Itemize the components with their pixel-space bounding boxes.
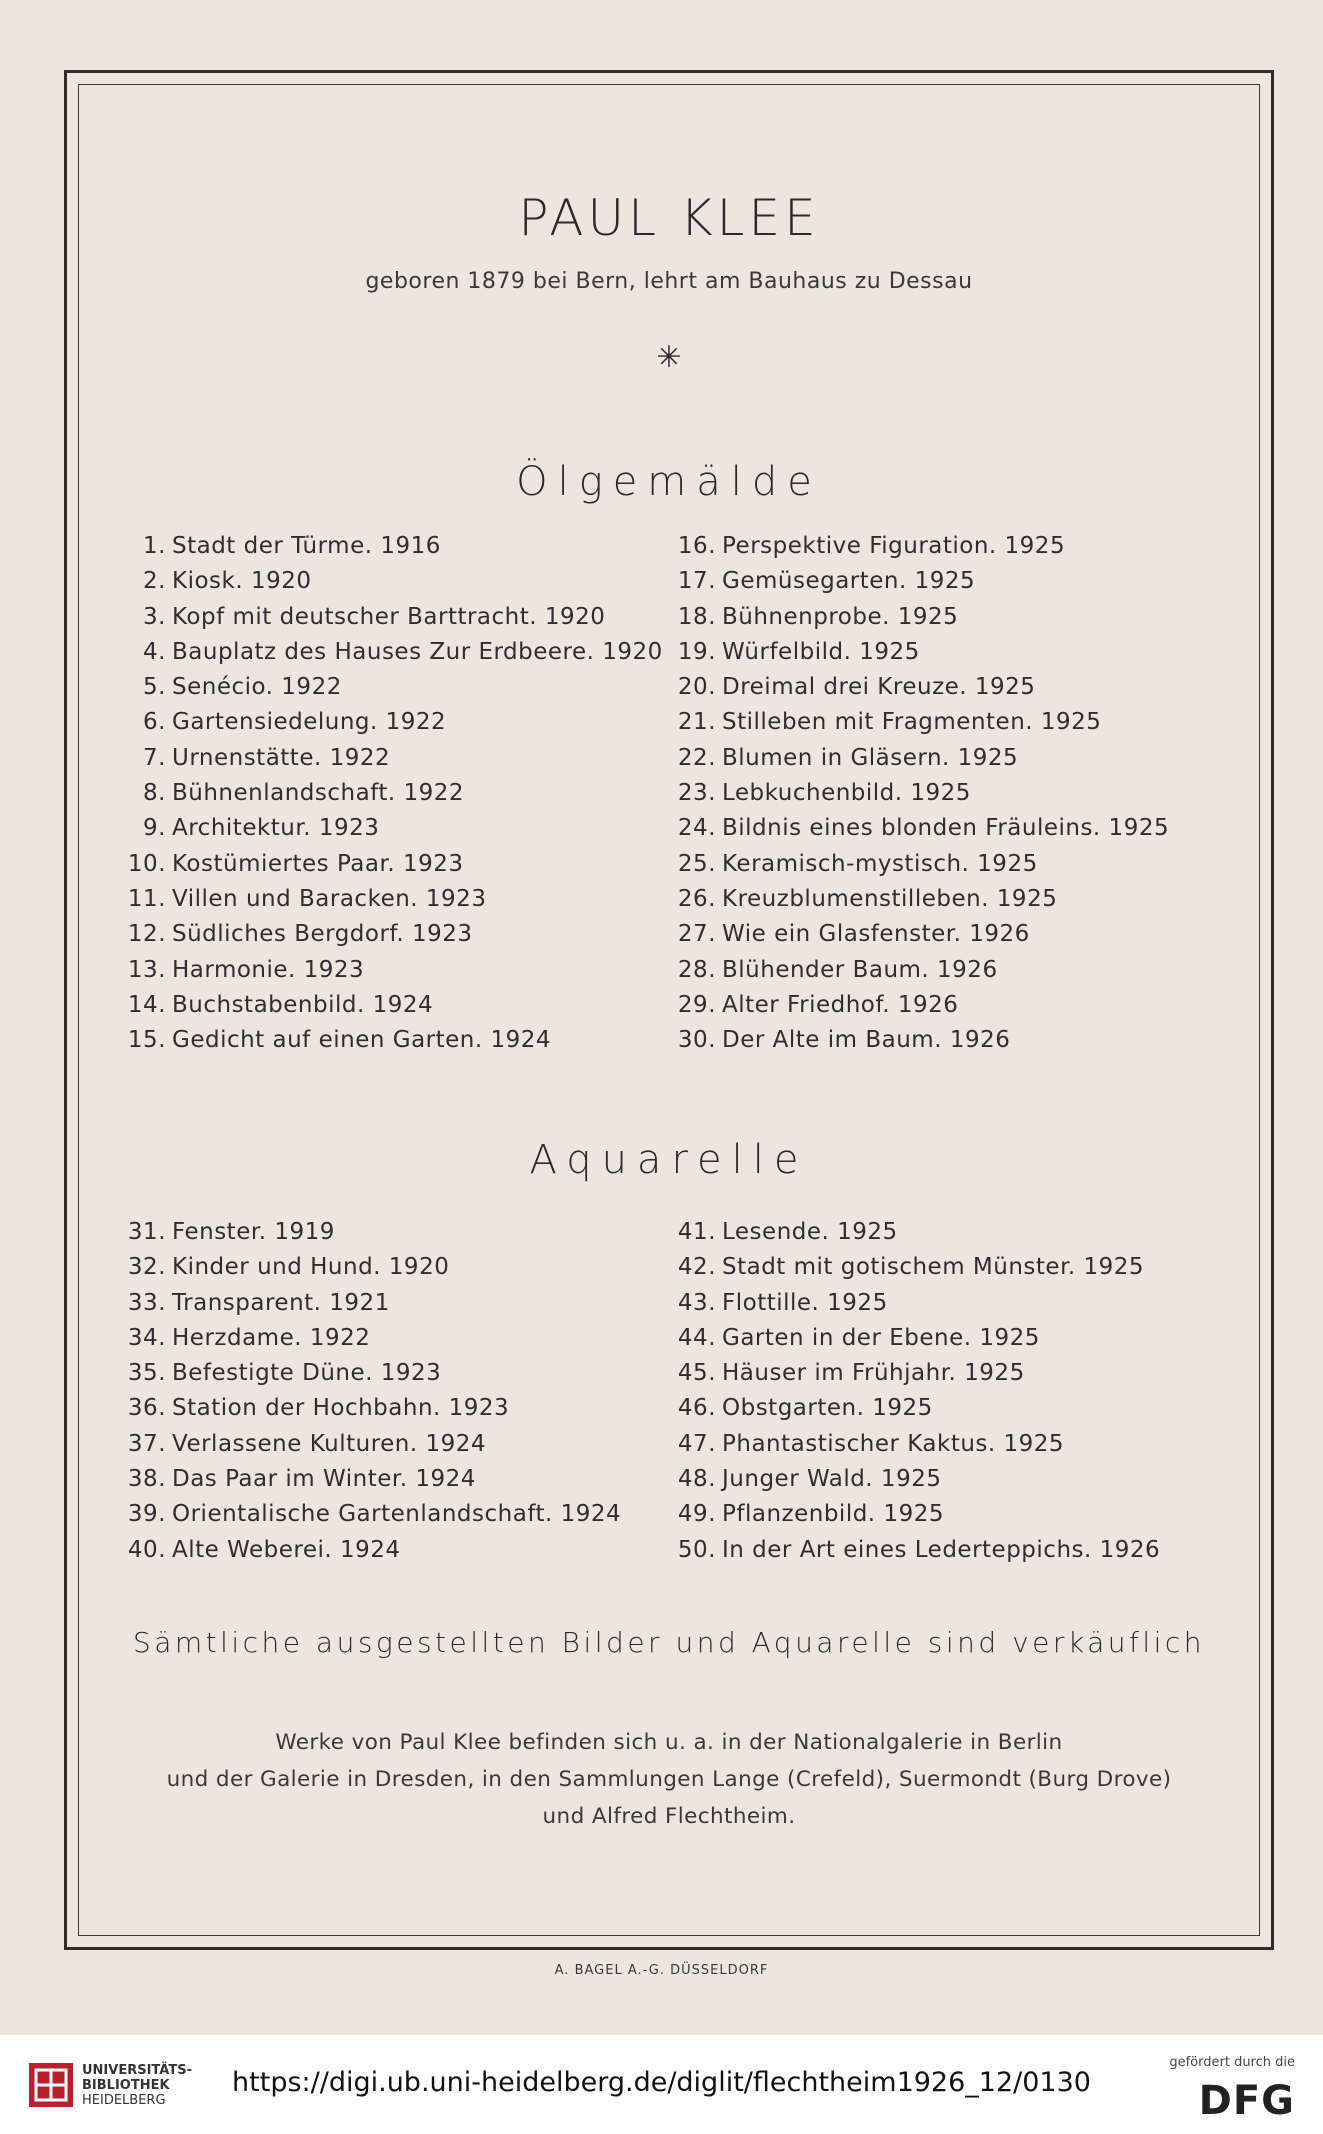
- catalog-entry-title: Wie ein Glasfenster. 1926: [722, 921, 1030, 948]
- funding-label: gefördert durch die: [1169, 2055, 1295, 2070]
- catalog-entry-title: Bauplatz des Hauses Zur Erdbeere. 1920: [172, 638, 663, 665]
- catalog-entry-number: 27.: [677, 921, 716, 948]
- catalog-entry-number: 23.: [677, 780, 716, 807]
- catalog-entry-number: 33.: [127, 1289, 166, 1316]
- catalog-entry: [676, 882, 1169, 917]
- catalog-entry-number: 46.: [677, 1395, 716, 1422]
- catalog-entry-number: 49.: [677, 1501, 716, 1528]
- catalog-entry-title: Häuser im Frühjahr. 1925: [722, 1360, 1025, 1387]
- catalog-entry-number: 13.: [127, 956, 166, 983]
- catalog-entry: [676, 917, 1169, 952]
- collections-note-line-1: Werke von Paul Klee befinden sich u. a. in der Nationalgalerie in Berlin: [275, 1730, 1063, 1755]
- catalog-entry-number: 32.: [127, 1254, 166, 1281]
- catalog-entry: [126, 670, 663, 705]
- catalog-entry-number: 36.: [127, 1395, 166, 1422]
- catalog-entry-number: 44.: [677, 1324, 716, 1351]
- catalog-entry-number: 21.: [677, 709, 716, 736]
- catalog-entry-number: 38.: [127, 1466, 166, 1493]
- catalog-entry: [126, 741, 663, 776]
- catalog-entry: [126, 917, 663, 952]
- page-title: PAUL KLEE: [518, 189, 820, 247]
- catalog-entry-title: Alter Friedhof. 1926: [722, 991, 959, 1018]
- catalog-entry: [676, 988, 1169, 1023]
- catalog-entry: [126, 705, 663, 740]
- catalog-entry: [676, 1023, 1169, 1058]
- oil-paintings-list-left: [126, 529, 663, 1058]
- catalog-entry: [676, 847, 1169, 882]
- catalog-entry-title: Befestigte Düne. 1923: [172, 1360, 442, 1387]
- catalog-entry-number: 31.: [127, 1219, 166, 1245]
- catalog-entry-number: 50.: [677, 1536, 716, 1563]
- catalog-entry: [676, 564, 1169, 599]
- catalog-entry: [126, 1023, 663, 1058]
- catalog-entry-title: Phantastischer Kaktus. 1925: [722, 1430, 1065, 1457]
- catalog-entry: [126, 1391, 621, 1426]
- catalog-entry-number: 9.: [143, 815, 166, 842]
- catalog-entry: [126, 635, 663, 670]
- catalog-entry-title: Lebkuchenbild. 1925: [722, 780, 971, 807]
- catalog-entry-title: Gartensiedelung. 1922: [172, 709, 447, 736]
- catalog-entry: [126, 1215, 621, 1250]
- catalog-entry: [126, 600, 663, 635]
- catalog-entry: [126, 1356, 621, 1391]
- collections-note-line-2: und der Galerie in Dresden, in den Sammlungen Lange (Crefeld), Suermondt (Burg Drove): [166, 1767, 1172, 1792]
- catalog-entry-title: Stadt mit gotischem Münster. 1925: [722, 1254, 1145, 1281]
- oil-paintings-list-right: [676, 529, 1169, 1058]
- catalog-entry: [126, 1286, 621, 1321]
- catalog-entry-title: Keramisch-mystisch. 1925: [722, 850, 1038, 877]
- catalog-entry-number: 16.: [677, 533, 716, 559]
- catalog-entry-number: 45.: [677, 1360, 716, 1387]
- catalog-entry-number: 39.: [127, 1501, 166, 1528]
- watercolors-heading: Aquarelle: [529, 1137, 809, 1183]
- catalog-entry: [126, 882, 663, 917]
- catalog-entry: [676, 1533, 1160, 1568]
- catalog-entry-number: 24.: [677, 815, 716, 842]
- catalog-entry-title: Herzdame. 1922: [172, 1324, 371, 1351]
- watercolors-list-left: [126, 1215, 621, 1568]
- catalog-entry-title: Villen und Baracken. 1923: [172, 885, 487, 912]
- artist-subtitle: geboren 1879 bei Bern, lehrt am Bauhaus zu Dessau: [365, 269, 973, 294]
- catalog-entry-number: 43.: [677, 1289, 716, 1316]
- catalog-entry-number: 17.: [677, 568, 716, 595]
- catalog-entry-number: 8.: [143, 780, 166, 807]
- catalog-entry: [676, 776, 1169, 811]
- catalog-entry-title: Dreimal drei Kreuze. 1925: [722, 674, 1036, 701]
- catalog-entry-title: Junger Wald. 1925: [722, 1466, 942, 1493]
- catalog-entry: [676, 529, 1169, 564]
- catalog-entry-title: Garten in der Ebene. 1925: [722, 1324, 1040, 1351]
- catalog-entry: [126, 564, 663, 599]
- catalog-entry: [676, 1391, 1160, 1426]
- catalog-entry: [126, 847, 663, 882]
- catalog-entry-title: Alte Weberei. 1924: [172, 1536, 401, 1563]
- catalog-entry: [676, 1250, 1160, 1285]
- catalog-entry-title: Senécio. 1922: [172, 674, 342, 701]
- catalog-entry-title: Kopf mit deutscher Barttracht. 1920: [172, 603, 606, 630]
- catalog-entry-title: Kreuzblumenstilleben. 1925: [722, 885, 1058, 912]
- catalog-entry: [126, 1462, 621, 1497]
- catalog-entry-title: Bühnenlandschaft. 1922: [172, 780, 465, 807]
- catalog-entry-title: Transparent. 1921: [172, 1289, 390, 1316]
- catalog-entry: [126, 776, 663, 811]
- catalog-entry-title: Gedicht auf einen Garten. 1924: [172, 1027, 552, 1054]
- catalog-entry-title: Blumen in Gläsern. 1925: [722, 744, 1019, 771]
- catalog-entry-title: Südliches Bergdorf. 1923: [172, 921, 473, 948]
- catalog-entry: [126, 529, 663, 564]
- dfg-logo: DFG: [1198, 2078, 1295, 2124]
- catalog-entry: [676, 1427, 1160, 1462]
- catalog-entry-title: Kiosk. 1920: [172, 568, 312, 595]
- catalog-entry-number: 6.: [143, 709, 166, 736]
- catalog-entry-title: Architektur. 1923: [172, 815, 380, 842]
- catalog-entry-number: 41.: [677, 1219, 716, 1245]
- catalog-entry-number: 5.: [143, 674, 166, 701]
- catalog-entry: [676, 635, 1169, 670]
- catalog-entry-number: 40.: [127, 1536, 166, 1563]
- catalog-entry-title: Verlassene Kulturen. 1924: [172, 1430, 487, 1457]
- catalog-entry-number: 20.: [677, 674, 716, 701]
- oil-paintings-heading: Ölgemälde: [516, 459, 822, 505]
- catalog-entry: [676, 1321, 1160, 1356]
- source-url-link[interactable]: https://digi.ub.uni-heidelberg.de/diglit/flechtheim1926_12/0130: [232, 2067, 1091, 2098]
- star-ornament-icon: ✳: [656, 340, 682, 375]
- catalog-entry: [676, 1286, 1160, 1321]
- catalog-entry: [676, 1215, 1160, 1250]
- catalog-entry-number: 2.: [143, 568, 166, 595]
- catalog-entry: [676, 670, 1169, 705]
- catalog-entry-number: 14.: [127, 991, 166, 1018]
- catalog-entry-number: 1.: [143, 533, 166, 559]
- digitization-footer-bar: [0, 2035, 1323, 2134]
- catalog-entry: [676, 705, 1169, 740]
- printer-imprint: A. BAGEL A.-G. DÜSSELDORF: [554, 1963, 769, 1978]
- catalog-entry: [126, 1321, 621, 1356]
- catalog-entry: [126, 953, 663, 988]
- catalog-entry-title: Gemüsegarten. 1925: [722, 568, 976, 595]
- catalog-entry-number: 4.: [143, 638, 166, 665]
- catalog-entry-number: 48.: [677, 1466, 716, 1493]
- catalog-entry-title: In der Art eines Lederteppichs. 1926: [722, 1536, 1161, 1563]
- catalog-entry-title: Der Alte im Baum. 1926: [722, 1027, 1011, 1054]
- catalog-entry-title: Stilleben mit Fragmenten. 1925: [722, 709, 1102, 736]
- catalog-entry-number: 11.: [127, 885, 166, 912]
- catalog-entry-title: Pflanzenbild. 1925: [722, 1501, 944, 1528]
- catalog-entry: [676, 1497, 1160, 1532]
- catalog-entry-title: Bühnenprobe. 1925: [722, 603, 959, 630]
- catalog-entry: [126, 1427, 621, 1462]
- catalog-entry-number: 35.: [127, 1360, 166, 1387]
- catalog-entry-number: 29.: [677, 991, 716, 1018]
- catalog-entry: [676, 741, 1169, 776]
- catalog-content: [78, 84, 1260, 1936]
- catalog-entry-title: Harmonie. 1923: [172, 956, 365, 983]
- catalog-entry-title: Kinder und Hund. 1920: [172, 1254, 450, 1281]
- library-name-line-3: HEIDELBERG: [82, 2093, 166, 2108]
- catalog-entry-number: 3.: [143, 603, 166, 630]
- catalog-entry: [676, 953, 1169, 988]
- catalog-entry-title: Stadt der Türme. 1916: [172, 533, 441, 559]
- catalog-entry-number: 25.: [677, 850, 716, 877]
- catalog-entry-number: 12.: [127, 921, 166, 948]
- collections-note: [78, 1724, 1260, 1835]
- catalog-entry-title: Lesende. 1925: [722, 1219, 898, 1245]
- catalog-entry: [126, 988, 663, 1023]
- catalog-entry-title: Blühender Baum. 1926: [722, 956, 998, 983]
- sale-note: Sämtliche ausgestellten Bilder und Aquarelle sind verkäuflich: [132, 1626, 1206, 1659]
- catalog-entry-title: Flottille. 1925: [722, 1289, 888, 1316]
- catalog-entry-number: 37.: [127, 1430, 166, 1457]
- catalog-entry: [676, 1356, 1160, 1391]
- catalog-entry: [126, 811, 663, 846]
- catalog-entry-title: Kostümiertes Paar. 1923: [172, 850, 464, 877]
- catalog-entry-title: Orientalische Gartenlandschaft. 1924: [172, 1501, 622, 1528]
- library-name-line-1: UNIVERSITÄTS-: [82, 2063, 192, 2078]
- catalog-entry-title: Obstgarten. 1925: [722, 1395, 933, 1422]
- catalog-entry-title: Würfelbild. 1925: [722, 638, 920, 665]
- catalog-entry-number: 10.: [127, 850, 166, 877]
- catalog-entry-title: Das Paar im Winter. 1924: [172, 1466, 476, 1493]
- catalog-entry-number: 15.: [127, 1027, 166, 1054]
- catalog-entry: [126, 1497, 621, 1532]
- catalog-entry-title: Station der Hochbahn. 1923: [172, 1395, 510, 1422]
- catalog-entry-number: 18.: [677, 603, 716, 630]
- catalog-entry-number: 42.: [677, 1254, 716, 1281]
- catalog-entry-title: Buchstabenbild. 1924: [172, 991, 434, 1018]
- watercolors-list-right: [676, 1215, 1160, 1568]
- catalog-entry: [676, 1462, 1160, 1497]
- collections-note-line-3: und Alfred Flechtheim.: [542, 1804, 796, 1829]
- catalog-entry-number: 7.: [143, 744, 166, 771]
- catalog-entry-number: 34.: [127, 1324, 166, 1351]
- catalog-entry-number: 47.: [677, 1430, 716, 1457]
- catalog-entry-title: Perspektive Figuration. 1925: [722, 533, 1066, 559]
- catalog-entry-number: 22.: [677, 744, 716, 771]
- catalog-entry-title: Fenster. 1919: [172, 1219, 335, 1245]
- catalog-entry: [126, 1533, 621, 1568]
- catalog-entry-title: Urnenstätte. 1922: [172, 744, 391, 771]
- catalog-entry: [676, 600, 1169, 635]
- library-name-line-2: BIBLIOTHEK: [82, 2078, 170, 2093]
- catalog-entry: [676, 811, 1169, 846]
- catalog-entry-number: 26.: [677, 885, 716, 912]
- catalog-entry-title: Bildnis eines blonden Fräuleins. 1925: [722, 815, 1170, 842]
- catalog-entry-number: 28.: [677, 956, 716, 983]
- catalog-entry: [126, 1250, 621, 1285]
- catalog-entry-number: 30.: [677, 1027, 716, 1054]
- catalog-entry-number: 19.: [677, 638, 716, 665]
